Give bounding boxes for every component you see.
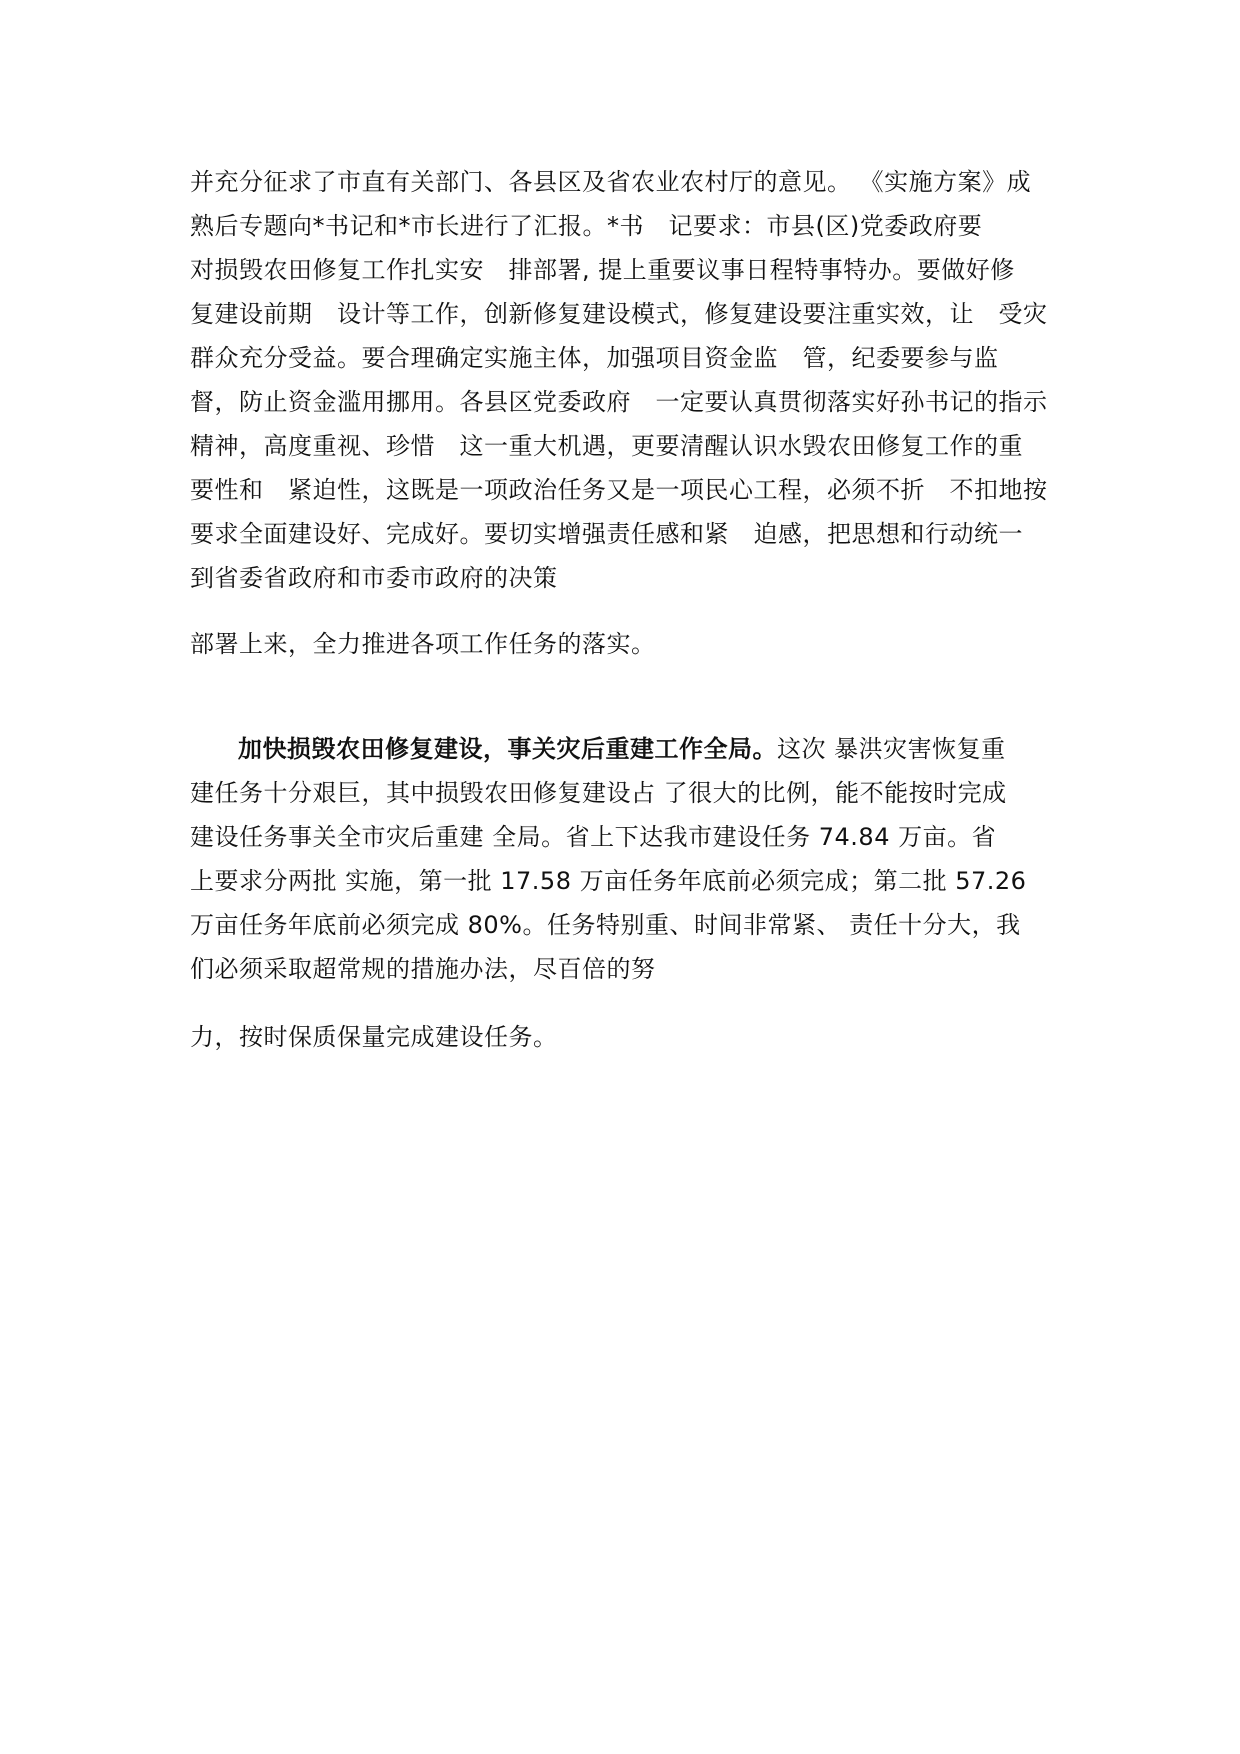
para2-first-line-rest: 这次 暴洪灾害恢复重	[777, 735, 1006, 763]
para2-tail: 力，按时保质保量完成建设任务。	[190, 1023, 558, 1051]
para1-line-3: 对损毁农田修复工作扎实安 排部署, 提上重要议事日程特事特办。要做好修	[190, 256, 1015, 284]
para1-line-4: 复建设前期 设计等工作，创新修复建设模式，修复建设要注重实效，让 受灾	[190, 300, 1048, 328]
para1-tail: 部署上来，全力推进各项工作任务的落实。	[190, 630, 656, 658]
para2-line-5: 万亩任务年底前必须完成 80%。任务特别重、时间非常紧、 责任十分大，我	[190, 911, 1021, 939]
para1-line-1: 并充分征求了市直有关部门、各县区及省农业农村厅的意见。 《实施方案》成	[190, 168, 1032, 196]
para1-line-9: 要求全面建设好、完成好。要切实增强责任感和紧 迫感，把思想和行动统一	[190, 520, 1023, 548]
para2-line-4: 上要求分两批 实施，第一批 17.58 万亩任务年底前必须完成；第二批 57.26	[190, 867, 1027, 895]
para2-heading: 加快损毁农田修复建设，事关灾后重建工作全局。	[238, 735, 777, 763]
para1-line-8: 要性和 紧迫性，这既是一项政治任务又是一项民心工程，必须不折 不扣地按	[190, 476, 1048, 504]
para2-line-2: 建任务十分艰巨，其中损毁农田修复建设占 了很大的比例，能不能按时完成	[190, 779, 1007, 807]
para1-line-10: 到省委省政府和市委市政府的决策	[190, 564, 558, 592]
para1-line-5: 群众充分受益。要合理确定实施主体，加强项目资金监 管，纪委要参与监	[190, 344, 999, 372]
para2-line-3: 建设任务事关全市灾后重建 全局。省上下达我市建设任务 74.84 万亩。省	[190, 823, 997, 851]
para1-line-2: 熟后专题向*书记和*市长进行了汇报。*书 记要求：市县(区)党委政府要	[190, 212, 983, 240]
para2-line-6: 们必须采取超常规的措施办法，尽百倍的努	[190, 955, 656, 983]
para1-line-6: 督，防止资金滥用挪用。各县区党委政府 一定要认真贯彻落实好孙书记的指示	[190, 388, 1048, 416]
para1-line-7: 精神，高度重视、珍惜 这一重大机遇，更要清醒认识水毁农田修复工作的重	[190, 432, 1023, 460]
para2-first-line	[238, 734, 1006, 764]
